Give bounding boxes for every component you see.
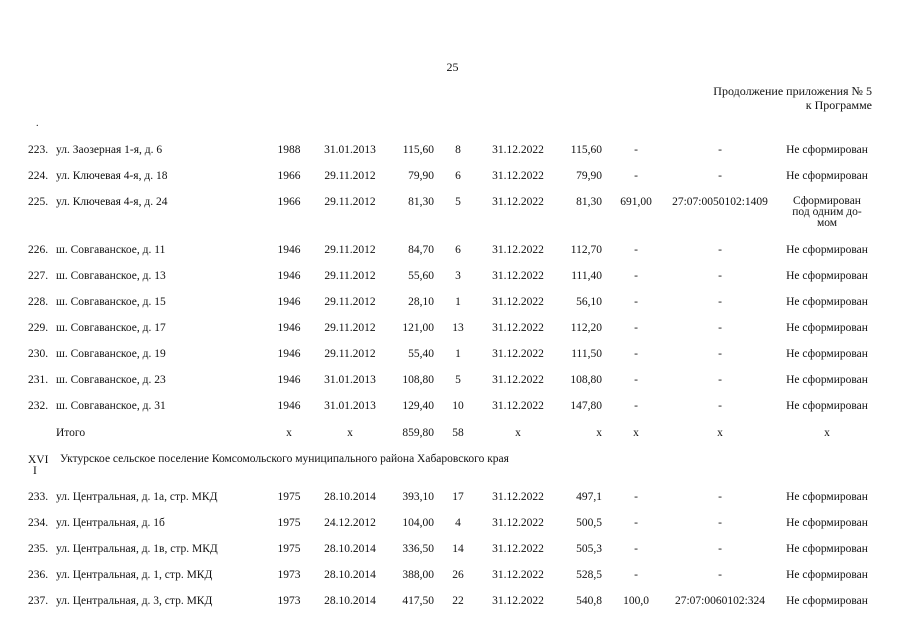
row-year: 1975	[277, 517, 301, 529]
row-date-planned: 31.12.2022	[492, 569, 544, 581]
row-area-total: 528,5	[576, 569, 602, 581]
row-status-line: Сформирован	[793, 195, 861, 207]
row-date-recognized: 24.12.2012	[324, 517, 376, 529]
row-date-recognized: 29.11.2012	[324, 296, 376, 308]
row-address: ул. Ключевая 4-я, д. 18	[56, 170, 168, 182]
row-date-recognized: 29.11.2012	[324, 244, 376, 256]
table-row	[0, 321, 905, 337]
table-row	[0, 399, 905, 415]
row-area: 393,10	[402, 491, 434, 503]
appendix-line-2: к Программе	[805, 98, 872, 112]
table-row	[0, 243, 905, 259]
row-residents: 13	[452, 322, 464, 334]
row-number: 226.	[28, 244, 49, 256]
row-number: 234.	[28, 517, 49, 529]
total-land-area: x	[633, 427, 639, 439]
row-status: Не сформирован	[786, 595, 868, 607]
row-area: 336,50	[402, 543, 434, 555]
appendix-header	[713, 84, 872, 112]
row-year: 1966	[277, 170, 301, 182]
row-area-total: 147,80	[570, 400, 602, 412]
table-row	[0, 490, 905, 506]
appendix-line-1: Продолжение приложения № 5	[713, 84, 872, 98]
row-area: 121,00	[402, 322, 434, 334]
row-address: ул. Ключевая 4-я, д. 24	[56, 196, 168, 208]
row-residents: 14	[452, 543, 464, 555]
row-date-planned: 31.12.2022	[492, 543, 544, 555]
row-cadastral: -	[718, 400, 722, 412]
row-number: 235.	[28, 543, 49, 555]
row-land-area: -	[634, 348, 638, 360]
row-date-planned: 31.12.2022	[492, 196, 544, 208]
row-land-area: -	[634, 322, 638, 334]
total-area-total: x	[596, 427, 602, 439]
row-area-total: 505,3	[576, 543, 602, 555]
row-number: 224.	[28, 170, 49, 182]
total-status: x	[824, 427, 830, 439]
row-cadastral: -	[718, 569, 722, 581]
row-area-total: 56,10	[576, 296, 602, 308]
row-residents: 10	[452, 400, 464, 412]
row-date-recognized: 29.11.2012	[324, 348, 376, 360]
row-number: 236.	[28, 569, 49, 581]
table-row	[0, 295, 905, 311]
row-land-area: -	[634, 374, 638, 386]
table-row	[0, 542, 905, 558]
row-area: 84,70	[408, 244, 434, 256]
row-cadastral: 27:07:0060102:324	[674, 595, 766, 607]
row-year: 1975	[277, 491, 301, 503]
row-area: 81,30	[408, 196, 434, 208]
row-date-recognized: 31.01.2013	[324, 400, 376, 412]
row-date-planned: 31.12.2022	[492, 374, 544, 386]
row-land-area: -	[634, 400, 638, 412]
row-cadastral: -	[718, 517, 722, 529]
row-status: Не сформирован	[786, 517, 868, 529]
row-address: ш. Совгаванское, д. 23	[56, 374, 166, 386]
row-land-area: -	[634, 517, 638, 529]
row-date-recognized: 28.10.2014	[324, 569, 376, 581]
row-status: Не сформирован	[786, 144, 868, 156]
row-date-planned: 31.12.2022	[492, 322, 544, 334]
row-date-planned: 31.12.2022	[492, 400, 544, 412]
row-date-recognized: 28.10.2014	[324, 595, 376, 607]
row-number: 233.	[28, 491, 49, 503]
row-date-recognized: 29.11.2012	[324, 196, 376, 208]
row-area: 79,90	[408, 170, 434, 182]
row-area-total: 111,50	[571, 348, 602, 360]
row-area-total: 500,5	[576, 517, 602, 529]
row-area: 115,60	[402, 144, 434, 156]
row-land-area: -	[634, 244, 638, 256]
marker-dot: .	[36, 118, 39, 129]
row-area-total: 115,60	[570, 144, 602, 156]
row-area: 55,40	[408, 348, 434, 360]
row-cadastral: -	[718, 543, 722, 555]
row-number: 223.	[28, 144, 49, 156]
row-cadastral: -	[718, 170, 722, 182]
row-area: 104,00	[402, 517, 434, 529]
row-area: 129,40	[402, 400, 434, 412]
row-area: 388,00	[402, 569, 434, 581]
row-address: ул. Заозерная 1-я, д. 6	[56, 144, 163, 156]
row-year: 1946	[277, 322, 301, 334]
row-residents: 6	[455, 170, 461, 182]
row-cadastral: -	[718, 296, 722, 308]
row-year: 1946	[277, 296, 301, 308]
row-address: ш. Совгаванское, д. 11	[56, 244, 166, 256]
total-year: x	[286, 427, 292, 439]
row-date-recognized: 29.11.2012	[324, 322, 376, 334]
row-date-planned: 31.12.2022	[492, 270, 544, 282]
row-status: Не сформирован	[786, 170, 868, 182]
row-cadastral: -	[718, 491, 722, 503]
row-address: ул. Центральная, д. 1, стр. МКД	[56, 569, 213, 581]
row-area-total: 79,90	[576, 170, 602, 182]
row-date-planned: 31.12.2022	[492, 491, 544, 503]
row-year: 1946	[277, 374, 301, 386]
row-area: 417,50	[402, 595, 434, 607]
row-number: 232.	[28, 400, 49, 412]
row-date-recognized: 29.11.2012	[324, 170, 376, 182]
row-year: 1988	[277, 144, 301, 156]
row-cadastral: -	[718, 348, 722, 360]
row-date-planned: 31.12.2022	[492, 244, 544, 256]
row-year: 1966	[277, 196, 301, 208]
row-area: 108,80	[402, 374, 434, 386]
row-cadastral: -	[718, 144, 722, 156]
row-area-total: 81,30	[576, 196, 602, 208]
section-number-line: XVI	[28, 454, 49, 466]
row-year: 1946	[277, 270, 301, 282]
row-status: Не сформирован	[786, 569, 868, 581]
row-date-planned: 31.12.2022	[492, 517, 544, 529]
page-number: 25	[446, 60, 459, 74]
row-year: 1946	[277, 244, 301, 256]
table-row	[0, 269, 905, 285]
row-date-recognized: 29.11.2012	[324, 270, 376, 282]
row-land-area: -	[634, 296, 638, 308]
row-date-planned: 31.12.2022	[492, 170, 544, 182]
row-residents: 3	[455, 270, 461, 282]
row-date-recognized: 31.01.2013	[324, 144, 376, 156]
total-row	[0, 426, 905, 442]
row-residents: 5	[455, 374, 461, 386]
row-status: Не сформирован	[786, 543, 868, 555]
row-address: ш. Совгаванское, д. 31	[56, 400, 166, 412]
row-land-area: 691,00	[620, 196, 652, 208]
row-number: 230.	[28, 348, 49, 360]
total-cadastral: x	[717, 427, 723, 439]
row-land-area: 100,0	[623, 595, 649, 607]
row-address: ул. Центральная, д. 1а, стр. МКД	[56, 491, 218, 503]
row-land-area: -	[634, 543, 638, 555]
table-row	[0, 594, 905, 610]
row-land-area: -	[634, 569, 638, 581]
row-area: 28,10	[408, 296, 434, 308]
row-area-total: 111,40	[571, 270, 602, 282]
row-year: 1973	[277, 569, 301, 581]
row-date-recognized: 28.10.2014	[324, 491, 376, 503]
table-row	[0, 373, 905, 389]
table-row	[0, 195, 905, 229]
row-number: 231.	[28, 374, 49, 386]
row-status: Не сформирован	[786, 270, 868, 282]
row-year: 1975	[277, 543, 301, 555]
row-status-line: под одним до-	[792, 206, 862, 218]
row-address: ул. Центральная, д. 1в, стр. МКД	[56, 543, 218, 555]
row-status: Не сформирован	[786, 322, 868, 334]
row-address: ул. Центральная, д. 1б	[56, 517, 165, 529]
row-residents: 1	[455, 296, 461, 308]
section-heading	[0, 452, 905, 476]
row-land-area: -	[634, 170, 638, 182]
row-status: Не сформирован	[786, 244, 868, 256]
row-year: 1946	[277, 400, 301, 412]
row-area-total: 540,8	[576, 595, 602, 607]
row-date-planned: 31.12.2022	[492, 296, 544, 308]
row-land-area: -	[634, 491, 638, 503]
row-status: Не сформирован	[786, 348, 868, 360]
row-status: Не сформирован	[786, 491, 868, 503]
total-residents: 58	[452, 427, 464, 439]
row-cadastral: -	[718, 374, 722, 386]
row-cadastral: -	[718, 270, 722, 282]
row-residents: 4	[455, 517, 461, 529]
row-area: 55,60	[408, 270, 434, 282]
row-area-total: 497,1	[576, 491, 602, 503]
row-number: 227.	[28, 270, 49, 282]
row-date-planned: 31.12.2022	[492, 144, 544, 156]
section-number-line: I	[33, 465, 37, 477]
row-cadastral: 27:07:0050102:1409	[672, 196, 768, 208]
row-address: ул. Центральная, д. 3, стр. МКД	[56, 595, 213, 607]
row-land-area: -	[634, 270, 638, 282]
table-row	[0, 516, 905, 532]
row-address: ш. Совгаванское, д. 15	[56, 296, 166, 308]
row-date-planned: 31.12.2022	[492, 348, 544, 360]
row-residents: 1	[455, 348, 461, 360]
row-cadastral: -	[718, 322, 722, 334]
row-residents: 17	[452, 491, 464, 503]
total-date-recognized: x	[347, 427, 353, 439]
row-residents: 5	[455, 196, 461, 208]
row-date-recognized: 31.01.2013	[324, 374, 376, 386]
row-number: 225.	[28, 196, 49, 208]
table-row	[0, 143, 905, 159]
total-area: 859,80	[402, 427, 434, 439]
total-date-planned: x	[515, 427, 521, 439]
row-date-recognized: 28.10.2014	[324, 543, 376, 555]
row-status-line: мом	[816, 217, 838, 229]
row-status	[778, 196, 876, 229]
row-date-planned: 31.12.2022	[492, 595, 544, 607]
row-address: ш. Совгаванское, д. 17	[56, 322, 166, 334]
row-number: 228.	[28, 296, 49, 308]
section-number	[28, 454, 52, 476]
row-residents: 22	[452, 595, 464, 607]
row-residents: 8	[455, 144, 461, 156]
row-status: Не сформирован	[786, 400, 868, 412]
row-number: 237.	[28, 595, 49, 607]
table-row	[0, 347, 905, 363]
total-label: Итого	[56, 427, 86, 439]
row-residents: 6	[455, 244, 461, 256]
table-row	[0, 169, 905, 185]
row-cadastral: -	[718, 244, 722, 256]
row-number: 229.	[28, 322, 49, 334]
row-year: 1973	[277, 595, 301, 607]
row-area-total: 108,80	[570, 374, 602, 386]
row-address: ш. Совгаванское, д. 19	[56, 348, 166, 360]
row-address: ш. Совгаванское, д. 13	[56, 270, 166, 282]
row-year: 1946	[277, 348, 301, 360]
section-title: Уктурское сельское поселение Комсомольского муниципального района Хабаровского края	[60, 453, 509, 465]
row-status: Не сформирован	[786, 296, 868, 308]
row-land-area: -	[634, 144, 638, 156]
row-area-total: 112,20	[570, 322, 602, 334]
table-row	[0, 568, 905, 584]
row-status: Не сформирован	[786, 374, 868, 386]
row-residents: 26	[452, 569, 464, 581]
row-area-total: 112,70	[570, 244, 602, 256]
